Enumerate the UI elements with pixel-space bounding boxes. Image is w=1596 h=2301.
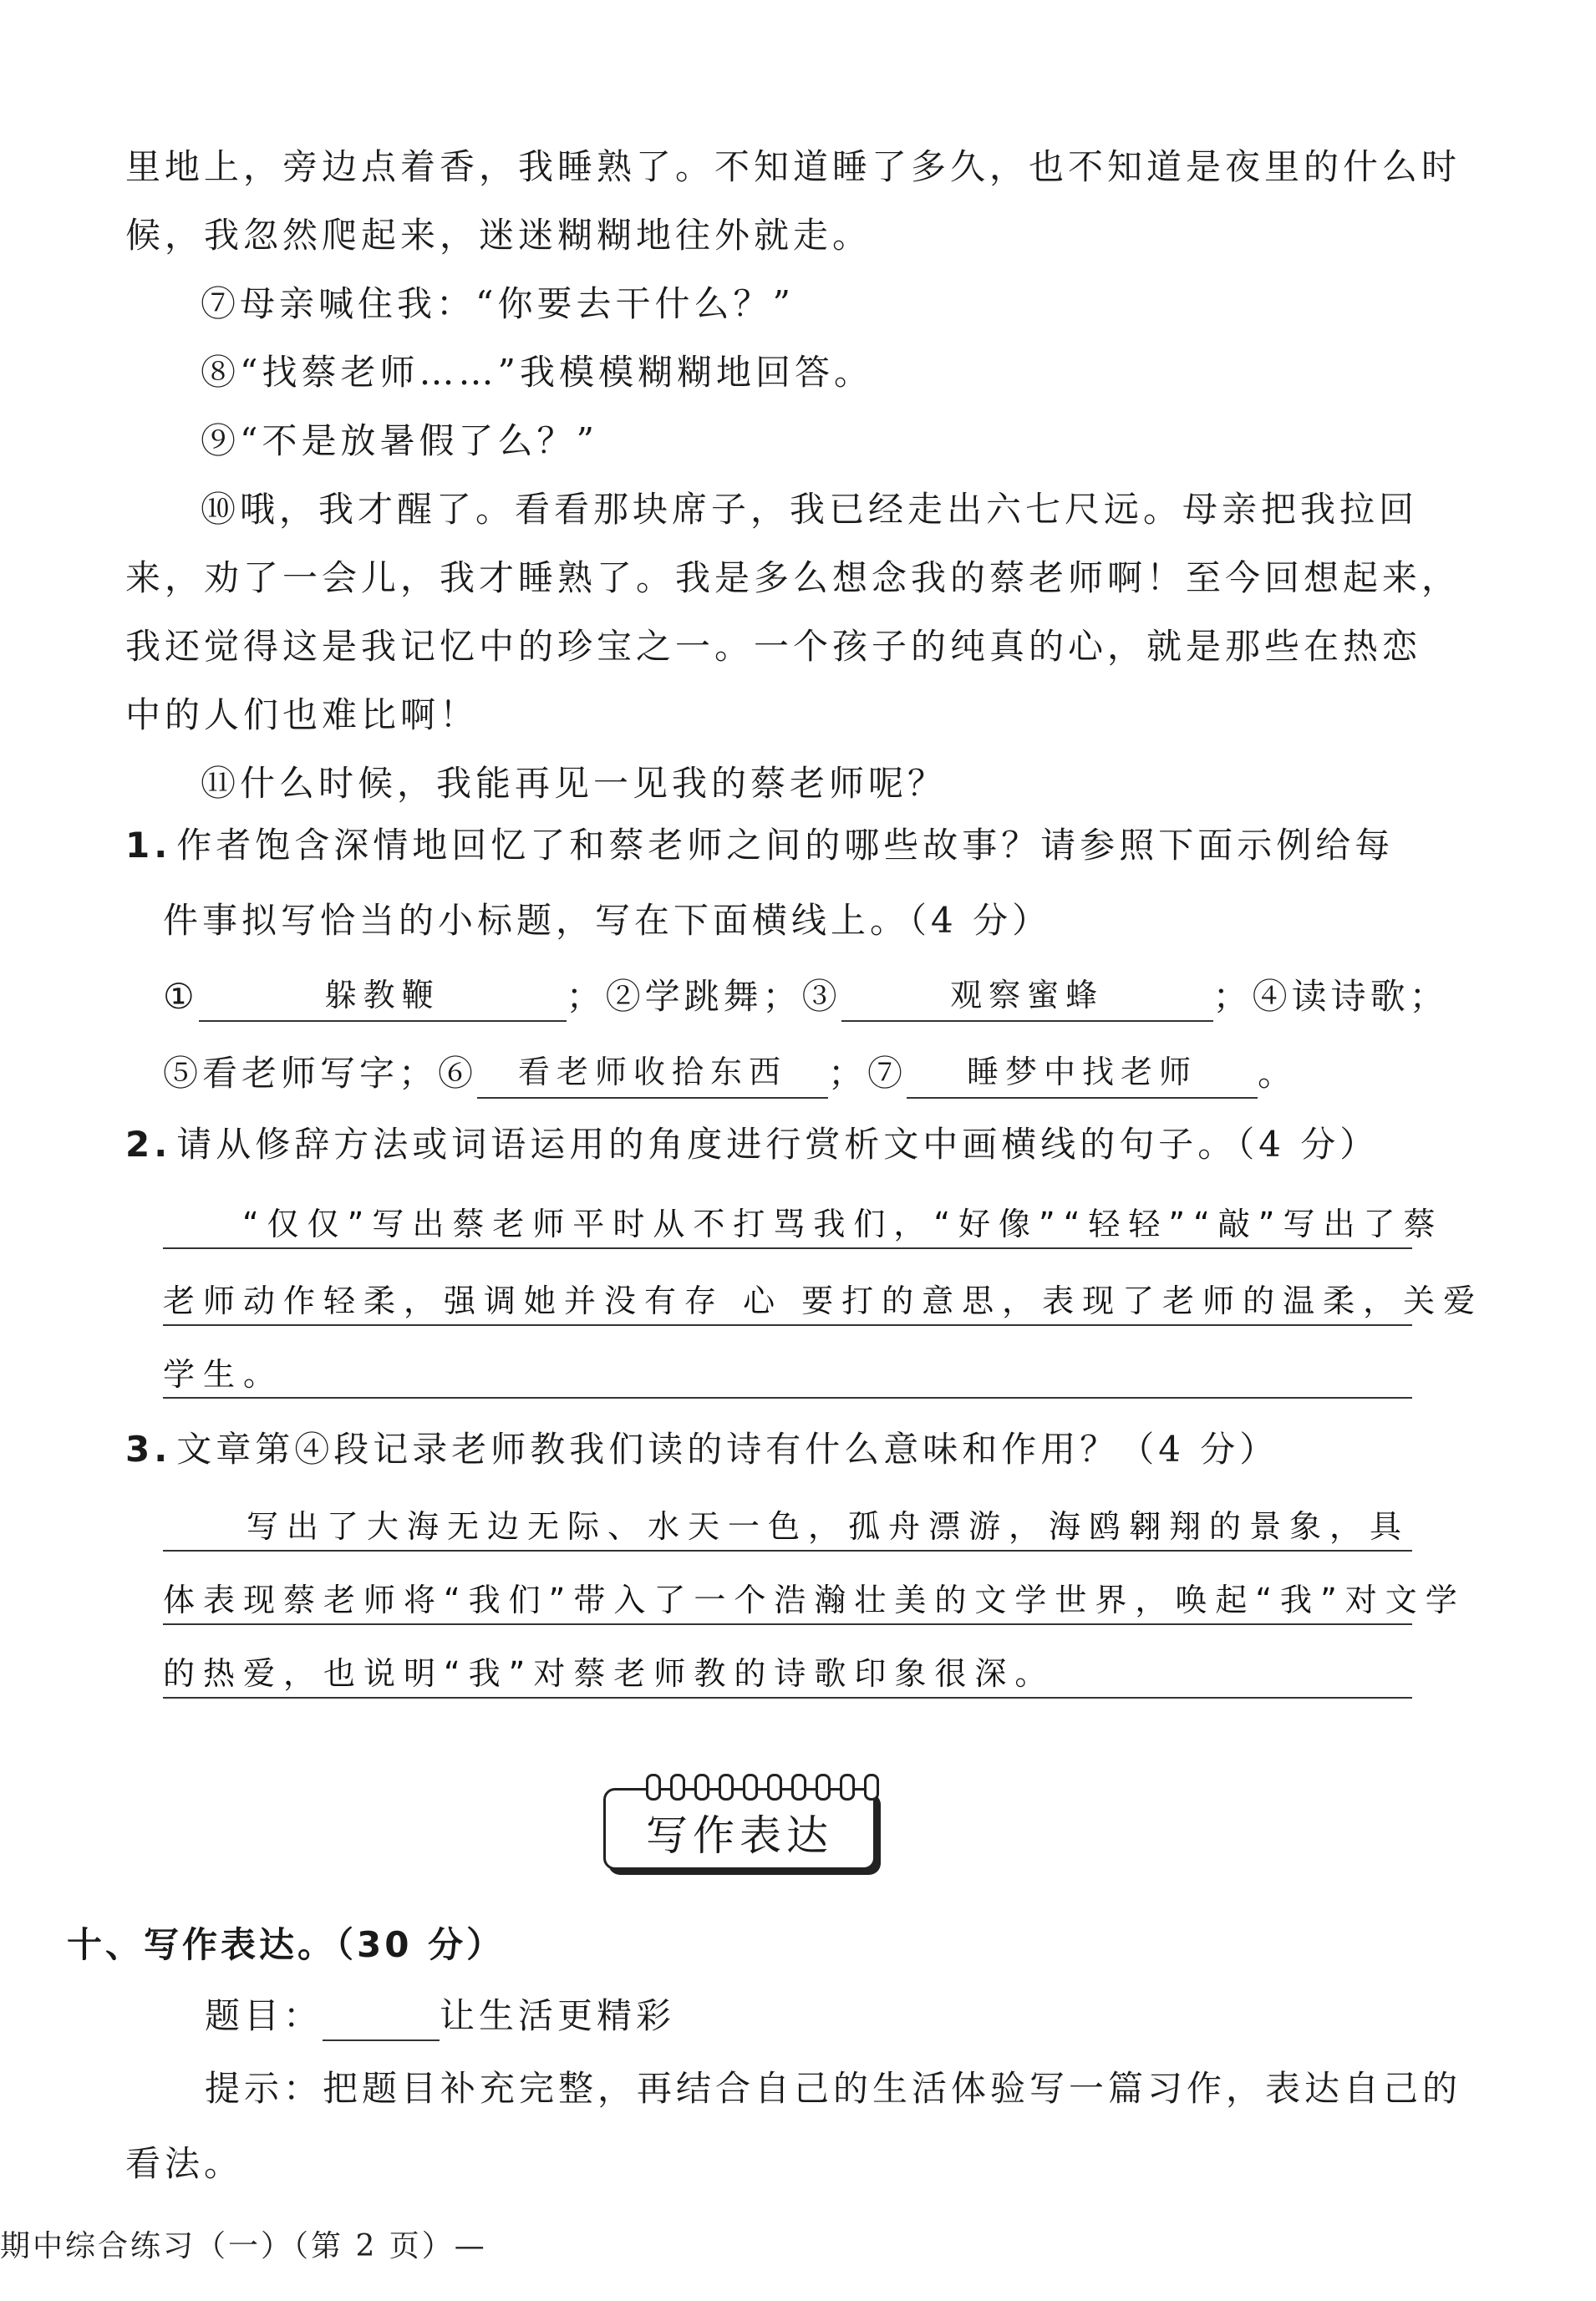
passage-paragraph-10: ⑩哦，我才醒了。看看那块席子，我已经走出六七尺远。母亲把我拉回 xyxy=(201,489,1419,530)
question-text: 件事拟写恰当的小标题，写在下面横线上。（4 分） xyxy=(163,900,1052,941)
passage-line: 候，我忽然爬起来，迷迷糊糊地往外就走。 xyxy=(125,215,872,256)
answer-blank-6[interactable] xyxy=(477,1046,828,1099)
answer-blank-3[interactable] xyxy=(841,969,1213,1022)
topic-text: 让生活更精彩 xyxy=(440,1995,676,2036)
writing-section-header xyxy=(603,1788,876,1870)
answer-row-2 xyxy=(163,1046,1297,1099)
handwritten-answer: 写出了大海无边无际、水天一色，孤舟漂游，海鸥翱翔的景象，具 xyxy=(247,1508,1410,1545)
handwritten-answer: 看老师收拾东西 xyxy=(518,1054,788,1090)
question-text: 作者饱含深情地回忆了和蔡老师之间的哪些故事？请参照下面示例给每 xyxy=(176,825,1395,866)
passage-paragraph-11: ⑪什么时候，我能再见一见我的蔡老师呢？ xyxy=(201,763,948,804)
passage-line: 来，劝了一会儿，我才睡熟了。我是多么想念我的蔡老师啊！至今回想起来， xyxy=(125,557,1461,598)
passage-line: 中的人们也难比啊！ xyxy=(125,694,480,735)
essay-hint: 看法。 xyxy=(125,2143,244,2184)
answer-rule xyxy=(163,1697,1412,1699)
handwritten-answer: 学生。 xyxy=(163,1356,284,1393)
handwritten-answer: 观察蜜蜂 xyxy=(950,977,1105,1013)
question-text: 文章第④段记录老师教我们读的诗有什么意味和作用？（4 分） xyxy=(176,1429,1279,1470)
answer-rule xyxy=(163,1397,1412,1399)
notebook-rings-icon xyxy=(646,1774,879,1801)
circled-number: ① xyxy=(163,976,199,1017)
question-number: 1. xyxy=(125,825,172,866)
passage-line: 里地上，旁边点着香，我睡熟了。不知道睡了多久，也不知道是夜里的什么时 xyxy=(125,146,1461,187)
passage-paragraph-9: ⑨“不是放暑假了么？” xyxy=(201,420,598,461)
page-footer: 期中综合练习（一）（第 2 页）— xyxy=(0,2229,487,2263)
handwritten-answer: “仅仅”写出蔡老师平时从不打骂我们，“好像”“轻轻”“敲”写出了蔡 xyxy=(242,1206,1444,1242)
answer-blank-1[interactable] xyxy=(199,969,567,1022)
question-3 xyxy=(125,1425,1278,1475)
answer-rule xyxy=(163,1623,1412,1625)
answer-text: ；②学跳舞；③ xyxy=(566,976,841,1017)
topic-label: 题目： xyxy=(205,1995,323,2036)
handwritten-answer: 躲教鞭 xyxy=(324,977,440,1013)
answer-blank-7[interactable] xyxy=(907,1046,1258,1099)
answer-row-1 xyxy=(163,969,1449,1022)
answer-rule xyxy=(163,1247,1412,1249)
passage-paragraph-7: ⑦母亲喊住我：“你要去干什么？” xyxy=(201,283,795,324)
passage-line: 我还觉得这是我记忆中的珍宝之一。一个孩子的纯真的心，就是那些在热恋 xyxy=(125,626,1422,667)
question-1 xyxy=(125,820,1394,871)
writing-section-title: 写作表达 xyxy=(646,1811,833,1860)
question-text: 请从修辞方法或词语运用的角度进行赏析文中画横线的句子。（4 分） xyxy=(176,1124,1380,1165)
answer-text: 。 xyxy=(1258,1053,1298,1094)
topic-blank[interactable] xyxy=(323,2003,440,2041)
answer-text: ⑤看老师写字；⑥ xyxy=(163,1053,478,1094)
question-number: 3. xyxy=(125,1429,172,1470)
answer-text: ；④读诗歌； xyxy=(1212,976,1449,1017)
answer-text: ；⑦ xyxy=(828,1053,907,1094)
question-number: 2. xyxy=(125,1124,172,1165)
answer-rule xyxy=(163,1324,1412,1326)
passage-paragraph-8: ⑧“找蔡老师……”我模模糊糊地回答。 xyxy=(201,352,873,393)
section-10-title: 十、写作表达。（30 分） xyxy=(67,1924,506,1965)
handwritten-answer: 的热爱，也说明“我”对蔡老师教的诗歌印象很深。 xyxy=(163,1655,1055,1692)
handwritten-answer: 睡梦中找老师 xyxy=(967,1054,1198,1090)
essay-topic xyxy=(205,1991,675,2041)
question-2 xyxy=(125,1120,1379,1170)
essay-hint: 提示：把题目补充完整，再结合自己的生活体验写一篇习作，表达自己的 xyxy=(205,2068,1462,2109)
handwritten-answer: 体表现蔡老师将“我们”带入了一个浩瀚壮美的文学世界，唤起“我”对文学 xyxy=(163,1582,1466,1618)
answer-rule xyxy=(163,1550,1412,1552)
handwritten-answer: 老师动作轻柔，强调她并没有存 心 要打的意思，表现了老师的温柔，关爱 xyxy=(163,1283,1484,1319)
